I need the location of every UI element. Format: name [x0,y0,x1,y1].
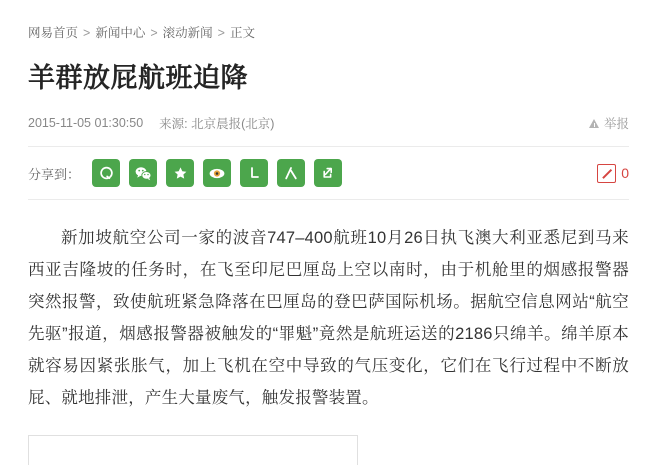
share-wechat-button[interactable] [129,159,157,187]
share-label: 分享到： [28,166,81,182]
share-more-button[interactable] [314,159,342,187]
breadcrumb-item-news-center[interactable]: 新闻中心 [95,26,146,40]
share-sina-weibo-button[interactable] [166,159,194,187]
share-qzone-button[interactable] [92,159,120,187]
qzone-icon [98,165,115,182]
article-timestamp: 2015-11-05 01:30:50 [28,116,144,130]
breadcrumb-separator: > [83,26,91,40]
article-paragraph: 新加坡航空公司一家的波音747–400航班10月26日执飞澳大利亚悉尼到马来西亚吉隆坡的任务时，在飞至印尼巴厘岛上空以南时，由于机舱里的烟感报警器突然报警，致使航班紧急降落在巴厘岛的登巴萨国际机场。据航空信息网站“航空先驱”报道，烟感报警器被触发的“罪魁”竟然是航班运送的2186只绵羊。绵羊原本就容易因紧张胀气，加上飞机在空中导致的气压变化，它们在飞行过程中不断放屁、就地排泄，产生大量废气，触发报警装置。 [28,229,629,407]
yixin-icon [283,165,299,182]
breadcrumb-separator: > [150,26,158,40]
share-yixin-button[interactable] [277,159,305,187]
warning-triangle-icon [589,118,600,129]
renren-icon [208,165,226,182]
source-label: 来源: [159,117,188,131]
breadcrumb-separator: > [217,26,225,40]
comment-count: 0 [621,165,629,181]
share-bar [28,147,629,199]
share-icon-list [92,159,351,187]
breadcrumb-item-rolling-news[interactable]: 滚动新闻 [162,26,213,40]
share-more-icon [320,165,336,181]
report-button[interactable] [589,114,629,132]
breadcrumb-item-home[interactable]: 网易首页 [28,26,79,40]
breadcrumb-item-current: 正文 [229,26,255,40]
wechat-icon [134,165,153,182]
breadcrumb [28,0,629,42]
body-divider [28,199,629,200]
bottom-embed-box [28,435,358,465]
tieba-icon [247,165,262,182]
article-source [159,114,274,132]
share-tieba-button[interactable] [240,159,268,187]
sina-weibo-icon [172,165,189,182]
share-renren-button[interactable] [203,159,231,187]
comment-button[interactable] [597,164,629,183]
report-label: 举报 [603,117,629,131]
article-meta [28,114,629,132]
page-title: 羊群放屁航班迫降 [28,63,248,93]
article-body [28,222,629,414]
comment-pencil-icon [597,164,616,183]
source-name: 北京晨报(北京) [191,117,275,131]
